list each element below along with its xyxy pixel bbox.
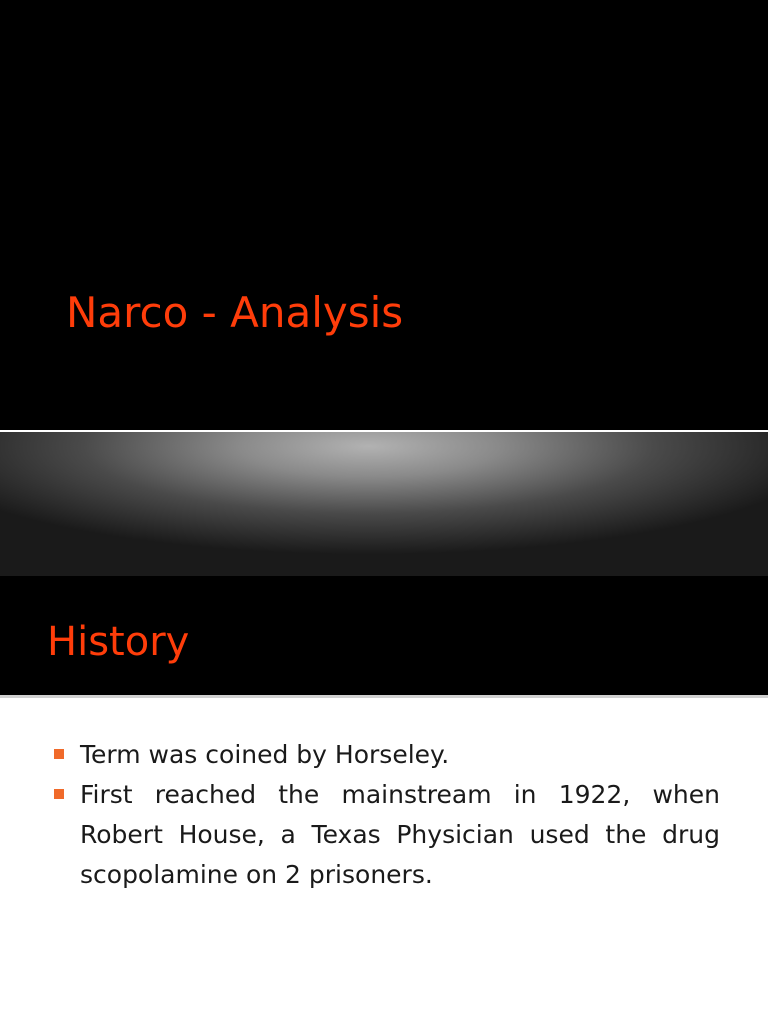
square-bullet-icon bbox=[54, 789, 64, 799]
bullet-text: First reached the mainstream in 1922, when Robert House, a Texas Physician used the drug scopolamine on 2 prisoners. bbox=[80, 780, 720, 889]
slide-heading: History bbox=[47, 619, 190, 665]
title-slide-gradient-band bbox=[0, 432, 768, 576]
list-item bbox=[54, 735, 720, 775]
bullet-list bbox=[54, 735, 720, 895]
slide-title: Narco - Analysis bbox=[66, 288, 404, 337]
list-item bbox=[54, 775, 720, 895]
title-slide bbox=[0, 0, 768, 430]
bullet-text: Term was coined by Horseley. bbox=[80, 740, 450, 769]
square-bullet-icon bbox=[54, 749, 64, 759]
